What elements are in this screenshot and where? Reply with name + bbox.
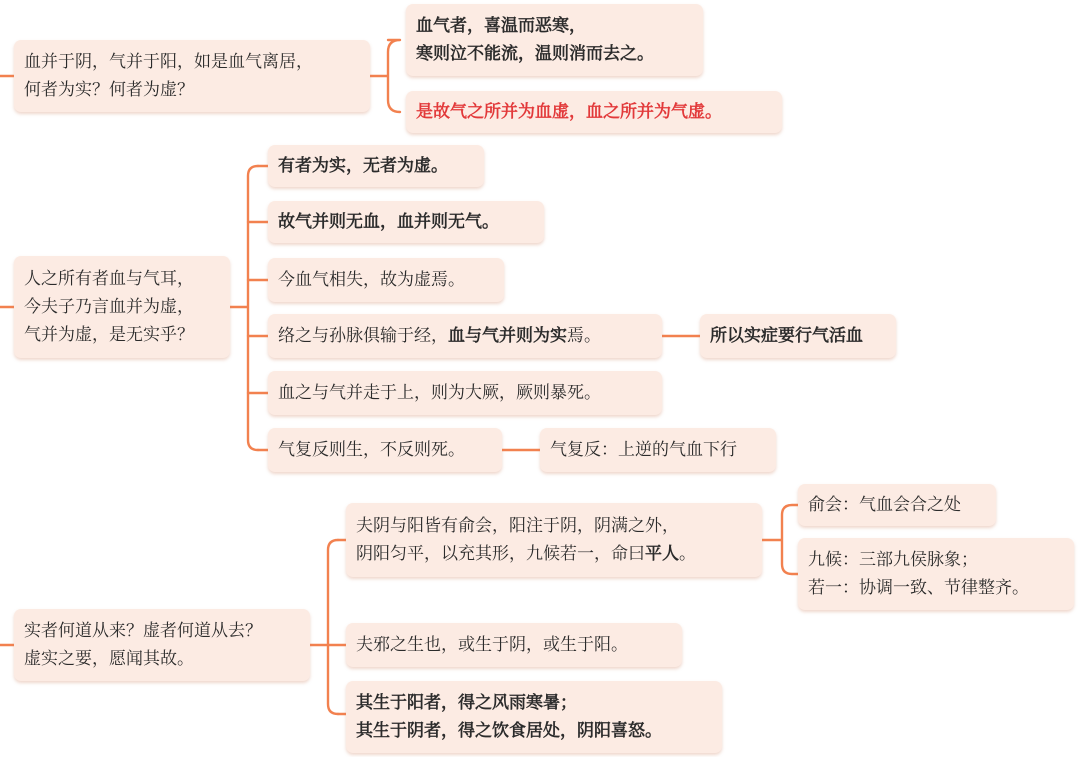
note-node-2f: [540, 428, 776, 472]
answer-node-3c-line-2: 其生于阴者，得之饮食居处，阴阳喜怒。: [356, 721, 662, 741]
answer-node-1b: [406, 91, 782, 133]
answer-node-2d-bold: 血与气并则为实: [448, 326, 567, 346]
answer-node-3a-line-2-bold: 平人: [645, 544, 679, 564]
question-node-3-line-2: 虚实之要，愿闻其故。: [24, 649, 194, 669]
answer-node-2b: [268, 201, 544, 243]
note-node-3a-2: [798, 538, 1074, 610]
question-node-2: [14, 256, 230, 358]
answer-node-3b: [346, 623, 682, 667]
question-node-1-line-1: 血并于阴，气并于阳，如是血气离居，: [24, 52, 313, 72]
answer-node-2e: [268, 371, 662, 415]
question-node-3: [14, 609, 310, 681]
answer-node-1a-line-1: 血气者，喜温而恶寒，: [416, 16, 586, 36]
answer-node-3c-line-1: 其生于阳者，得之风雨寒暑；: [356, 693, 577, 713]
answer-node-2a-text: 有者为实，无者为虚。: [278, 156, 448, 176]
note-node-3a-2-line-1: 九候：三部九侯脉象；: [808, 550, 978, 570]
answer-node-2a: [268, 145, 484, 187]
answer-node-3a: [346, 503, 762, 577]
answer-node-1a: [406, 4, 703, 76]
connector-q3-trunk: [310, 540, 338, 714]
question-node-1-line-2: 何者为实？何者为虚？: [24, 80, 194, 100]
connector-q3-a-notes: [762, 505, 798, 574]
connector-q3-branches: [328, 540, 346, 714]
question-node-3-line-1: 实者何道从来？虚者何道从去？: [24, 621, 262, 641]
question-node-2-line-1: 人之所有者血与气耳，: [24, 269, 194, 289]
answer-node-1b-text: 是故气之所并为血虚，血之所并为气虚。: [416, 102, 722, 122]
answer-node-2c: [268, 258, 504, 302]
answer-node-3a-line-2: [356, 540, 752, 568]
note-node-2f-text: 气复反：上逆的气血下行: [550, 440, 737, 460]
question-node-1: [14, 40, 370, 112]
note-node-3a-2-line-2: 若一：协调一致、节律整齐。: [808, 578, 1029, 598]
answer-node-1a-line-2: 寒则泣不能流，温则消而去之。: [416, 44, 654, 64]
answer-node-2d-text: [278, 322, 652, 350]
answer-node-2b-text: 故气并则无血，血并则无气。: [278, 212, 499, 232]
answer-node-3a-line-2-plain: 阴阳匀平，以充其形，九候若一，命曰: [356, 544, 645, 564]
connector-q2-branches: [248, 166, 268, 450]
answer-node-2d: [268, 314, 662, 358]
answer-node-2d-plain: 络之与孙脉俱输于经，: [278, 326, 448, 346]
answer-node-2f-text: 气复反则生，不反则死。: [278, 440, 465, 460]
question-node-2-line-2: 今夫子乃言血并为虚，: [24, 297, 194, 317]
answer-node-3c: [346, 681, 722, 753]
answer-node-2d-tail: 焉。: [567, 326, 601, 346]
answer-node-2f: [268, 428, 502, 472]
answer-node-3a-line-1: 夫阴与阳皆有俞会，阳注于阴，阴满之外，: [356, 516, 679, 536]
answer-node-2e-text: 血之与气并走于上，则为大厥，厥则暴死。: [278, 383, 601, 403]
answer-node-3b-text: 夫邪之生也，或生于阴，或生于阳。: [356, 635, 628, 655]
connector-q2-trunk: [230, 166, 258, 450]
note-node-2d: [700, 314, 896, 358]
note-node-3a-1: [798, 484, 996, 526]
note-node-2d-text: 所以实症要行气活血: [710, 326, 863, 346]
answer-node-3a-line-2-tail: 。: [679, 544, 696, 564]
note-node-3a-1-text: 俞会：气血会合之处: [808, 495, 961, 515]
answer-node-2c-text: 今血气相失，故为虚焉。: [278, 270, 465, 290]
question-node-2-line-3: 气并为虚，是无实乎？: [24, 325, 194, 345]
connector-q1-branches: [370, 40, 400, 112]
